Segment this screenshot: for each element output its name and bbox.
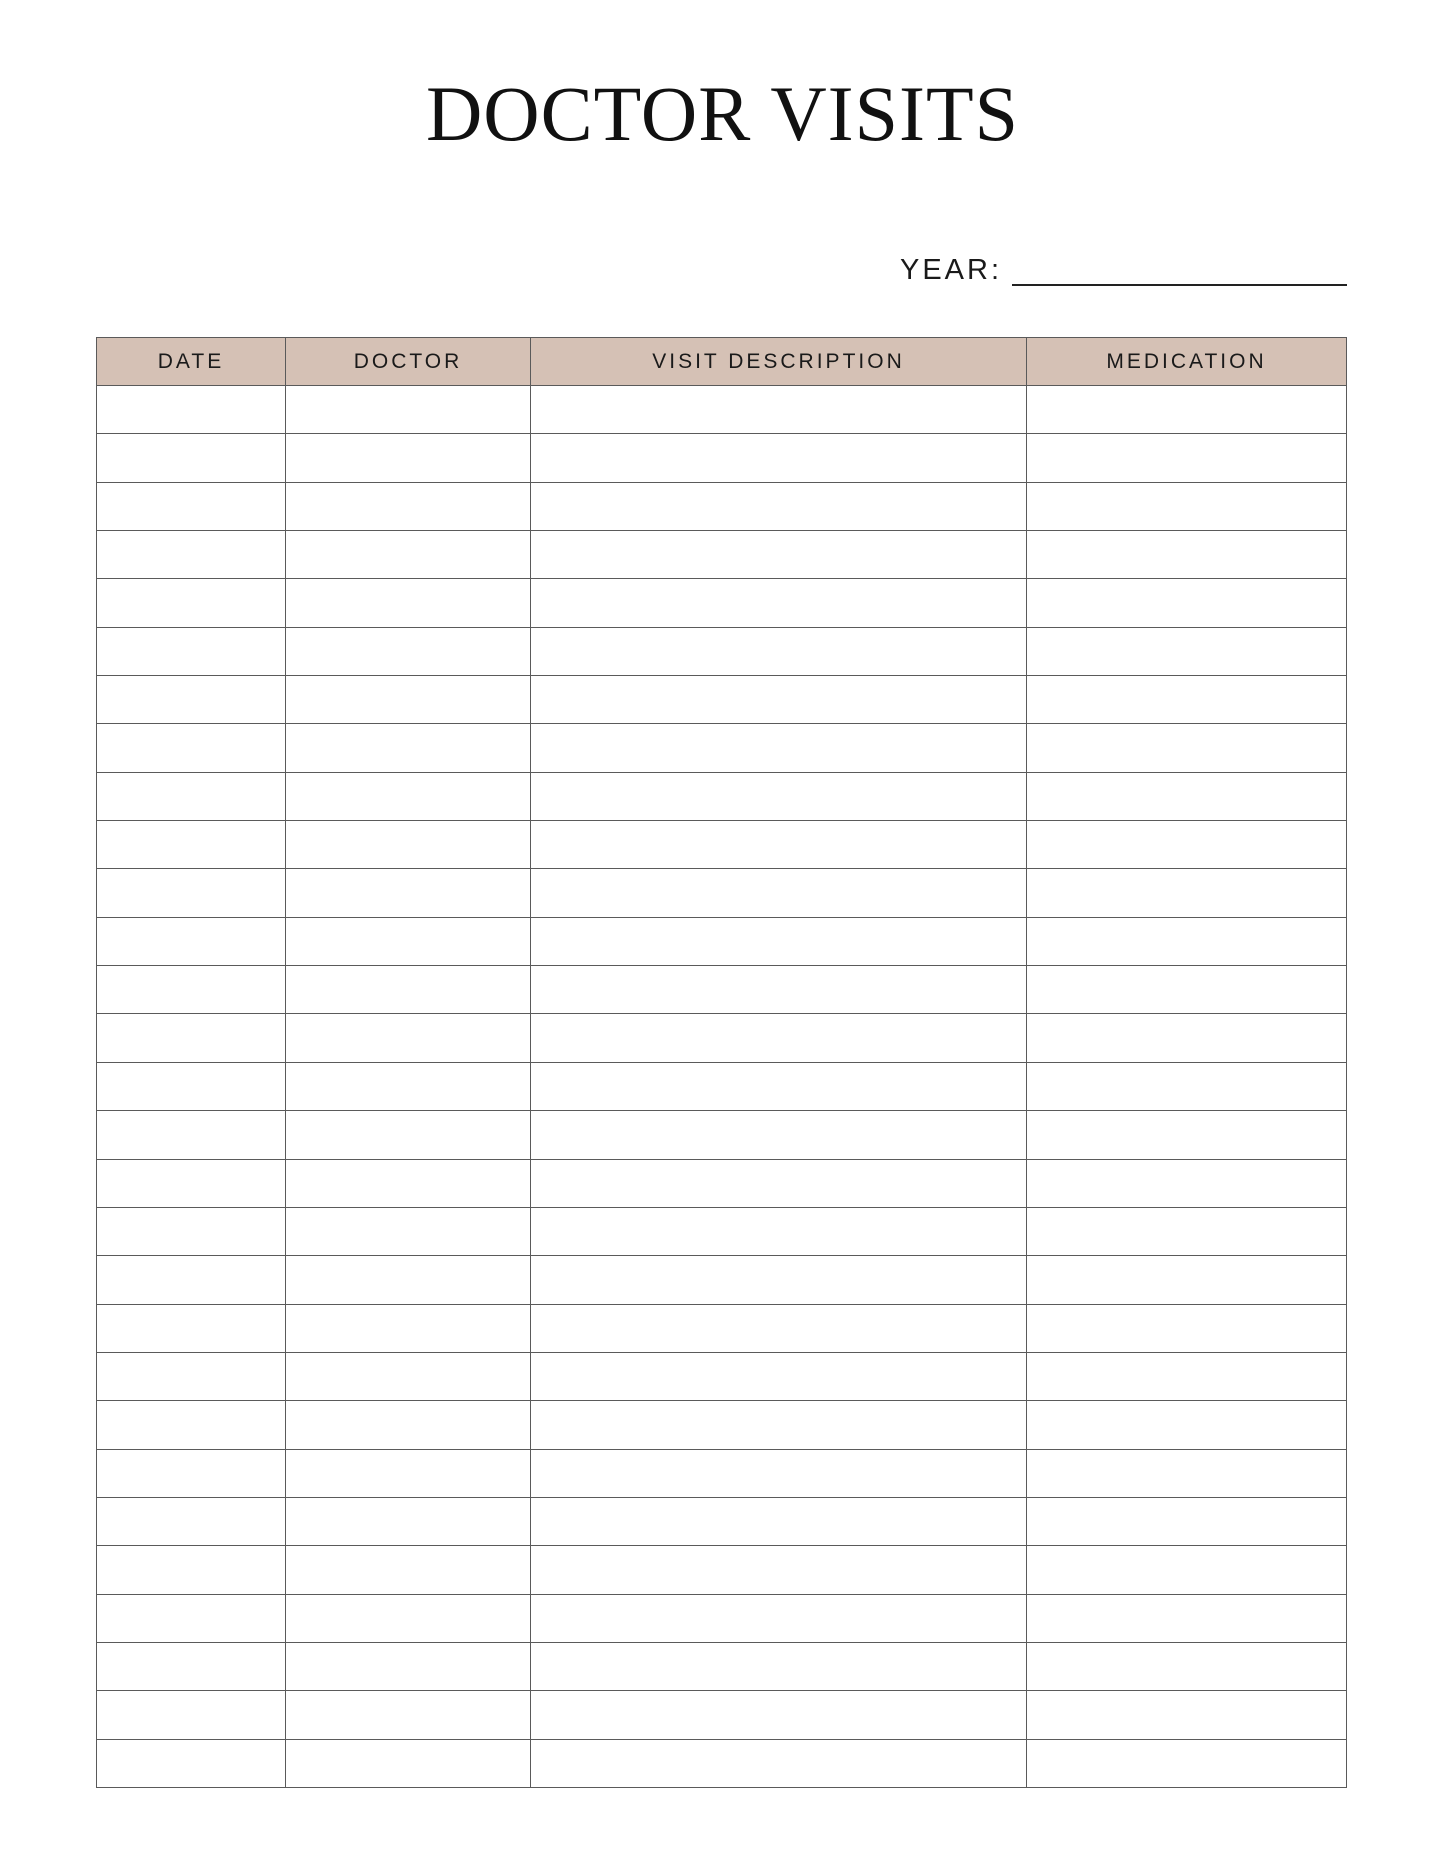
visit-description-cell[interactable] <box>531 966 1027 1014</box>
medication-cell[interactable] <box>1027 531 1347 579</box>
date-cell[interactable] <box>97 772 286 820</box>
column-header-date: DATE <box>97 338 286 386</box>
table-row <box>97 821 1347 869</box>
visit-description-cell[interactable] <box>531 1546 1027 1594</box>
visit-description-cell[interactable] <box>531 1594 1027 1642</box>
date-cell[interactable] <box>97 627 286 675</box>
year-field[interactable] <box>1012 250 1347 286</box>
date-cell[interactable] <box>97 434 286 482</box>
visit-description-cell[interactable] <box>531 627 1027 675</box>
doctor-cell[interactable] <box>286 966 531 1014</box>
medication-cell[interactable] <box>1027 1449 1347 1497</box>
visit-description-cell[interactable] <box>531 1014 1027 1062</box>
date-cell[interactable] <box>97 1304 286 1352</box>
doctor-visits-table <box>96 337 1347 1788</box>
medication-cell[interactable] <box>1027 724 1347 772</box>
date-cell[interactable] <box>97 821 286 869</box>
medication-cell[interactable] <box>1027 1159 1347 1207</box>
doctor-cell[interactable] <box>286 386 531 434</box>
medication-cell[interactable] <box>1027 1207 1347 1255</box>
visit-description-cell[interactable] <box>531 1642 1027 1690</box>
medication-cell[interactable] <box>1027 917 1347 965</box>
date-cell[interactable] <box>97 966 286 1014</box>
medication-cell[interactable] <box>1027 1111 1347 1159</box>
date-cell[interactable] <box>97 1256 286 1304</box>
visit-description-cell[interactable] <box>531 482 1027 530</box>
medication-cell[interactable] <box>1027 434 1347 482</box>
table-row <box>97 1159 1347 1207</box>
doctor-cell[interactable] <box>286 579 531 627</box>
visit-description-cell[interactable] <box>531 676 1027 724</box>
doctor-cell[interactable] <box>286 1497 531 1545</box>
year-label: YEAR: <box>900 254 1003 286</box>
date-cell[interactable] <box>97 482 286 530</box>
table-row <box>97 1594 1347 1642</box>
doctor-cell[interactable] <box>286 1159 531 1207</box>
doctor-cell[interactable] <box>286 1594 531 1642</box>
medication-cell[interactable] <box>1027 772 1347 820</box>
table-row <box>97 579 1347 627</box>
medication-cell[interactable] <box>1027 1594 1347 1642</box>
medication-cell[interactable] <box>1027 821 1347 869</box>
doctor-cell[interactable] <box>286 1449 531 1497</box>
table-body <box>97 386 1347 1788</box>
date-cell[interactable] <box>97 917 286 965</box>
medication-cell[interactable] <box>1027 1642 1347 1690</box>
table-row <box>97 869 1347 917</box>
table-row <box>97 482 1347 530</box>
table-row <box>97 1111 1347 1159</box>
date-cell[interactable] <box>97 1014 286 1062</box>
date-cell[interactable] <box>97 1401 286 1449</box>
table-row <box>97 1449 1347 1497</box>
date-cell[interactable] <box>97 1594 286 1642</box>
medication-cell[interactable] <box>1027 1497 1347 1545</box>
visit-description-cell[interactable] <box>531 1207 1027 1255</box>
visit-description-cell[interactable] <box>531 1256 1027 1304</box>
table-row <box>97 676 1347 724</box>
table-row <box>97 531 1347 579</box>
date-cell[interactable] <box>97 1159 286 1207</box>
column-header-doctor: DOCTOR <box>286 338 531 386</box>
doctor-cell[interactable] <box>286 676 531 724</box>
table-row <box>97 1642 1347 1690</box>
date-cell[interactable] <box>97 386 286 434</box>
visit-description-cell[interactable] <box>531 1304 1027 1352</box>
table-row <box>97 1739 1347 1787</box>
visit-description-cell[interactable] <box>531 869 1027 917</box>
doctor-cell[interactable] <box>286 1304 531 1352</box>
table-row <box>97 434 1347 482</box>
doctor-cell[interactable] <box>286 434 531 482</box>
doctor-cell[interactable] <box>286 1111 531 1159</box>
doctor-cell[interactable] <box>286 724 531 772</box>
date-cell[interactable] <box>97 1352 286 1400</box>
column-header-visit-description: VISIT DESCRIPTION <box>531 338 1027 386</box>
date-cell[interactable] <box>97 1546 286 1594</box>
visit-description-cell[interactable] <box>531 531 1027 579</box>
visit-description-cell[interactable] <box>531 724 1027 772</box>
doctor-cell[interactable] <box>286 1256 531 1304</box>
column-header-medication: MEDICATION <box>1027 338 1347 386</box>
table-header-row <box>97 338 1347 386</box>
date-cell[interactable] <box>97 1449 286 1497</box>
table-row <box>97 917 1347 965</box>
medication-cell[interactable] <box>1027 1304 1347 1352</box>
visit-description-cell[interactable] <box>531 1062 1027 1110</box>
medication-cell[interactable] <box>1027 627 1347 675</box>
doctor-cell[interactable] <box>286 531 531 579</box>
year-row <box>900 250 1350 290</box>
table-row <box>97 724 1347 772</box>
medication-cell[interactable] <box>1027 482 1347 530</box>
table-row <box>97 966 1347 1014</box>
table-row <box>97 772 1347 820</box>
medication-cell[interactable] <box>1027 676 1347 724</box>
table-row <box>97 1546 1347 1594</box>
date-cell[interactable] <box>97 724 286 772</box>
visit-description-cell[interactable] <box>531 579 1027 627</box>
doctor-cell[interactable] <box>286 1691 531 1739</box>
medication-cell[interactable] <box>1027 579 1347 627</box>
date-cell[interactable] <box>97 676 286 724</box>
date-cell[interactable] <box>97 1691 286 1739</box>
visit-description-cell[interactable] <box>531 1739 1027 1787</box>
table-row <box>97 627 1347 675</box>
medication-cell[interactable] <box>1027 1014 1347 1062</box>
visit-description-cell[interactable] <box>531 1159 1027 1207</box>
medication-cell[interactable] <box>1027 1352 1347 1400</box>
visit-description-cell[interactable] <box>531 434 1027 482</box>
doctor-cell[interactable] <box>286 1739 531 1787</box>
doctor-cell[interactable] <box>286 869 531 917</box>
medication-cell[interactable] <box>1027 966 1347 1014</box>
date-cell[interactable] <box>97 1497 286 1545</box>
doctor-cell[interactable] <box>286 1014 531 1062</box>
table-row <box>97 386 1347 434</box>
date-cell[interactable] <box>97 1642 286 1690</box>
medication-cell[interactable] <box>1027 1256 1347 1304</box>
doctor-cell[interactable] <box>286 1546 531 1594</box>
date-cell[interactable] <box>97 1062 286 1110</box>
doctor-cell[interactable] <box>286 1207 531 1255</box>
visit-description-cell[interactable] <box>531 1111 1027 1159</box>
visit-description-cell[interactable] <box>531 917 1027 965</box>
doctor-cell[interactable] <box>286 1352 531 1400</box>
date-cell[interactable] <box>97 1207 286 1255</box>
doctor-cell[interactable] <box>286 627 531 675</box>
visit-description-cell[interactable] <box>531 1352 1027 1400</box>
table-row <box>97 1256 1347 1304</box>
date-cell[interactable] <box>97 531 286 579</box>
table-row <box>97 1401 1347 1449</box>
table-row <box>97 1691 1347 1739</box>
medication-cell[interactable] <box>1027 869 1347 917</box>
table-row <box>97 1352 1347 1400</box>
page-title: DOCTOR VISITS <box>425 70 1020 157</box>
visit-description-cell[interactable] <box>531 386 1027 434</box>
medication-cell[interactable] <box>1027 1691 1347 1739</box>
visit-description-cell[interactable] <box>531 1497 1027 1545</box>
visit-description-cell[interactable] <box>531 1449 1027 1497</box>
table-row <box>97 1207 1347 1255</box>
doctor-cell[interactable] <box>286 1062 531 1110</box>
doctor-cell[interactable] <box>286 821 531 869</box>
doctor-cell[interactable] <box>286 772 531 820</box>
doctor-cell[interactable] <box>286 1642 531 1690</box>
date-cell[interactable] <box>97 1111 286 1159</box>
date-cell[interactable] <box>97 869 286 917</box>
date-cell[interactable] <box>97 1739 286 1787</box>
visit-description-cell[interactable] <box>531 1401 1027 1449</box>
doctor-cell[interactable] <box>286 1401 531 1449</box>
doctor-cell[interactable] <box>286 917 531 965</box>
table-row <box>97 1062 1347 1110</box>
doctor-cell[interactable] <box>286 482 531 530</box>
table-row <box>97 1497 1347 1545</box>
medication-cell[interactable] <box>1027 386 1347 434</box>
table-row <box>97 1304 1347 1352</box>
date-cell[interactable] <box>97 579 286 627</box>
visit-description-cell[interactable] <box>531 772 1027 820</box>
table-row <box>97 1014 1347 1062</box>
medication-cell[interactable] <box>1027 1062 1347 1110</box>
medication-cell[interactable] <box>1027 1401 1347 1449</box>
medication-cell[interactable] <box>1027 1739 1347 1787</box>
visit-description-cell[interactable] <box>531 1691 1027 1739</box>
visit-description-cell[interactable] <box>531 821 1027 869</box>
medication-cell[interactable] <box>1027 1546 1347 1594</box>
